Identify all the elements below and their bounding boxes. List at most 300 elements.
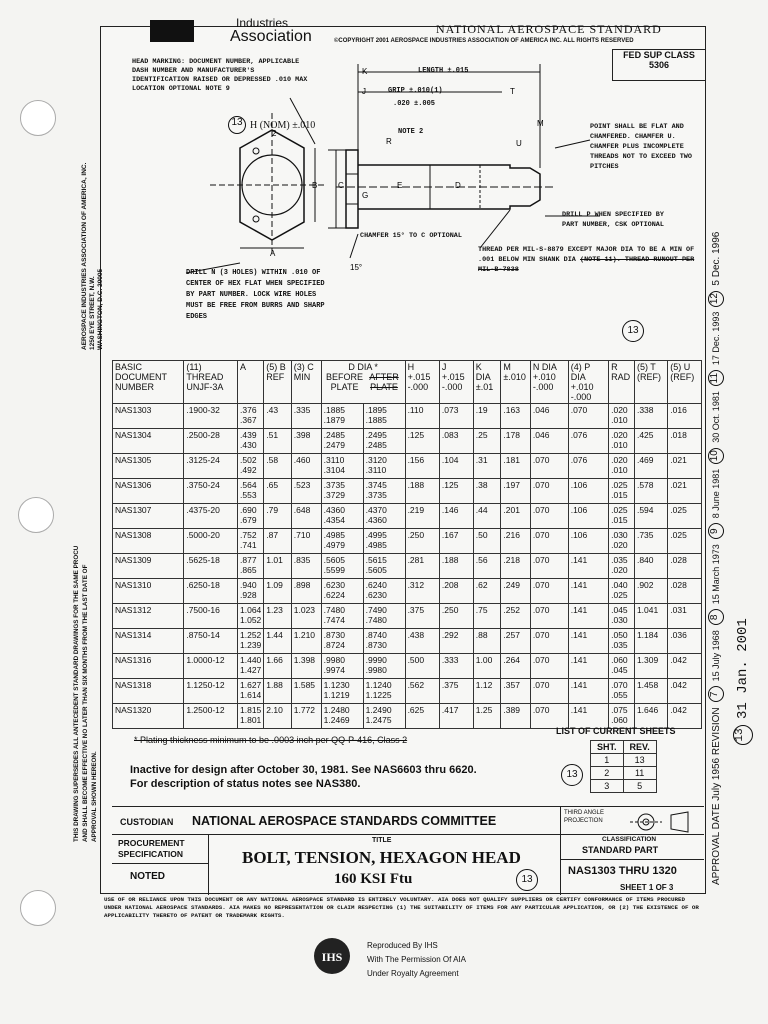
table-cell: .735 xyxy=(634,529,667,554)
table-cell: .020 .010 xyxy=(609,404,635,429)
table-cell: .016 xyxy=(668,404,702,429)
table-cell: .025 xyxy=(668,504,702,529)
table-cell: .025 .015 xyxy=(609,504,635,529)
table-cell: .564 .553 xyxy=(238,479,264,504)
standard-title: NATIONAL AEROSPACE STANDARD xyxy=(436,22,662,36)
supersede-3: APPROVAL SHOWN HEREON. xyxy=(91,751,98,842)
table-cell: .030 .020 xyxy=(609,529,635,554)
table-cell: .4375-20 xyxy=(184,504,238,529)
dim-k: K xyxy=(362,67,368,76)
table-cell: .070 xyxy=(530,479,568,504)
table-cell: .040 .025 xyxy=(609,579,635,604)
rev-circle-7: 7 xyxy=(708,686,724,702)
dim-g: G xyxy=(362,191,369,200)
table-cell: 1.772 xyxy=(291,704,321,729)
column-header: (3) C MIN xyxy=(291,361,321,404)
table-cell: .042 xyxy=(668,654,702,679)
table-cell: .1885 .1879 xyxy=(321,404,363,429)
table-cell: .2500-28 xyxy=(184,429,238,454)
table-cell: .070 xyxy=(568,404,608,429)
table-cell: .045 .030 xyxy=(609,604,635,629)
table-cell: .257 xyxy=(501,629,531,654)
rev13-circle: 13 xyxy=(228,116,246,134)
status-note: For description of status notes see NAS380. xyxy=(130,778,361,790)
table-cell: 1.00 xyxy=(473,654,501,679)
column-header: M ±.010 xyxy=(501,361,531,404)
column-header: H +.015 -.000 xyxy=(405,361,439,404)
table-cell: .87 xyxy=(264,529,291,554)
column-header: A xyxy=(238,361,264,404)
table-cell: .218 xyxy=(501,554,531,579)
table-cell: NAS1304 xyxy=(113,429,184,454)
table-cell: .460 xyxy=(291,454,321,479)
table-cell: .79 xyxy=(264,504,291,529)
table-row xyxy=(113,554,702,579)
table-cell: 1.01 xyxy=(264,554,291,579)
table-cell: 1.1230 1.1219 xyxy=(321,679,363,704)
rev-circle-13: 13 xyxy=(733,725,753,745)
table-cell: .181 xyxy=(501,454,531,479)
table-cell: .3745 .3735 xyxy=(363,479,405,504)
table-row xyxy=(113,504,702,529)
punch-hole xyxy=(20,100,56,136)
custodian-label: CUSTODIAN xyxy=(120,817,174,827)
punch-hole xyxy=(20,890,56,926)
table-cell: .56 xyxy=(473,554,501,579)
address-1: AEROSPACE INDUSTRIES ASSOCIATION OF AMERICA, INC. xyxy=(81,162,88,350)
table-cell: .070 xyxy=(530,454,568,479)
table-cell: .335 xyxy=(291,404,321,429)
table-cell: 1.252 1.239 xyxy=(238,629,264,654)
rev-circle-9: 9 xyxy=(708,523,724,539)
table-cell: 1.23 xyxy=(264,604,291,629)
table-cell: .338 xyxy=(634,404,667,429)
table-cell: .020 .010 xyxy=(609,454,635,479)
column-header: BASIC DOCUMENT NUMBER xyxy=(113,361,184,404)
rev-date-13: 31 Jan. 2001 xyxy=(735,618,751,719)
table-cell: .070 xyxy=(530,604,568,629)
table-cell: 1.0000-12 xyxy=(184,654,238,679)
table-cell: .8750-14 xyxy=(184,629,238,654)
rev13-circle-thread xyxy=(622,320,644,342)
drill-hole xyxy=(253,148,259,154)
table-cell: .375 xyxy=(405,604,439,629)
table-row xyxy=(113,479,702,504)
table-cell: .625 xyxy=(405,704,439,729)
rev-header: REV. xyxy=(623,741,656,754)
table-cell: 1.041 xyxy=(634,604,667,629)
table-cell: .44 xyxy=(473,504,501,529)
table-cell: 1.12 xyxy=(473,679,501,704)
table-cell: .3750-24 xyxy=(184,479,238,504)
table-cell: .036 xyxy=(668,629,702,654)
table-row xyxy=(113,404,702,429)
table-cell: 1.210 xyxy=(291,629,321,654)
table-cell: .141 xyxy=(568,604,608,629)
table-cell: .046 xyxy=(530,404,568,429)
table-cell: 1.1250-12 xyxy=(184,679,238,704)
table-cell: .43 xyxy=(264,404,291,429)
table-cell: .141 xyxy=(568,654,608,679)
table-cell: .110 xyxy=(405,404,439,429)
table-cell: .690 .679 xyxy=(238,504,264,529)
footer-line3: Under Royalty Agreement xyxy=(367,969,459,978)
table-cell: .469 xyxy=(634,454,667,479)
table-cell: .4360 .4354 xyxy=(321,504,363,529)
table-cell: .021 xyxy=(668,479,702,504)
table-cell: NAS1306 xyxy=(113,479,184,504)
table-cell: .333 xyxy=(439,654,473,679)
table-cell: .6250-18 xyxy=(184,579,238,604)
table-cell: .389 xyxy=(501,704,531,729)
table-cell: .075 .060 xyxy=(609,704,635,729)
bolt-head-side xyxy=(346,150,358,228)
footer-line1: Reproduced By IHS xyxy=(367,941,438,950)
table-cell: 1.1240 1.1225 xyxy=(363,679,405,704)
table-cell: .58 xyxy=(264,454,291,479)
drill-p-note: DRILL P WHEN SPECIFIED BY PART NUMBER, CSK OPTIONAL xyxy=(562,211,664,229)
table-cell: .50 xyxy=(473,529,501,554)
footer-line2: With The Permission Of AIA xyxy=(367,955,466,964)
table-cell: 1.09 xyxy=(264,579,291,604)
current-sheets-title: LIST OF CURRENT SHEETS xyxy=(556,726,676,736)
table-cell: .025 .015 xyxy=(609,479,635,504)
table-cell: .219 xyxy=(405,504,439,529)
table-cell: .070 xyxy=(530,704,568,729)
rev-date-12: 5 Dec. 1996 xyxy=(710,231,722,286)
procurement-label: PROCUREMENT SPECIFICATION xyxy=(118,838,185,859)
table-cell: .104 xyxy=(439,454,473,479)
sheet-num: 3 xyxy=(591,780,624,793)
table-cell: .357 xyxy=(501,679,531,704)
table-cell: .710 xyxy=(291,529,321,554)
table-cell: .070 xyxy=(530,679,568,704)
table-cell: 1.646 xyxy=(634,704,667,729)
dim-m: M xyxy=(537,119,544,128)
noted-label: NOTED xyxy=(130,871,165,882)
rev13-circle: 13 xyxy=(622,320,644,342)
table-cell: NAS1316 xyxy=(113,654,184,679)
classification-label: CLASSIFICATION xyxy=(602,836,657,843)
rev-circle-11: 11 xyxy=(708,370,724,386)
table-cell: .6240 .6230 xyxy=(363,579,405,604)
thread-note xyxy=(478,245,700,275)
grip2-label: .020 ±.005 xyxy=(393,100,436,108)
table-row xyxy=(113,679,702,704)
latest-revision xyxy=(733,618,753,745)
table-cell: .106 xyxy=(568,504,608,529)
table-cell: .877 .865 xyxy=(238,554,264,579)
table-cell: .9980 .9974 xyxy=(321,654,363,679)
copyright: ©COPYRIGHT 2001 AEROSPACE INDUSTRIES ASSOCIATION OF AMERICA INC. ALL RIGHTS RESERVED xyxy=(334,38,634,44)
h-nom: H (NOM) ±.010 xyxy=(250,119,316,131)
rev13-circle: 13 xyxy=(561,764,583,786)
h-nom-label xyxy=(228,116,315,134)
table-cell: NAS1310 xyxy=(113,579,184,604)
table-cell: .035 .020 xyxy=(609,554,635,579)
table-cell: .840 xyxy=(634,554,667,579)
table-cell: .594 xyxy=(634,504,667,529)
table-cell: 1.184 xyxy=(634,629,667,654)
table-cell: .250 xyxy=(405,529,439,554)
table-row xyxy=(113,529,702,554)
column-header: (11) THREAD UNJF-3A xyxy=(184,361,238,404)
table-cell: 1.064 1.052 xyxy=(238,604,264,629)
table-cell: .1895 .1885 xyxy=(363,404,405,429)
table-cell: .5000-20 xyxy=(184,529,238,554)
table-cell: .8740 .8730 xyxy=(363,629,405,654)
table-cell: NAS1307 xyxy=(113,504,184,529)
table-cell: 1.585 xyxy=(291,679,321,704)
table-cell: .188 xyxy=(405,479,439,504)
table-cell: .197 xyxy=(501,479,531,504)
table-cell: 1.2490 1.2475 xyxy=(363,704,405,729)
table-row xyxy=(113,579,702,604)
column-header: K DIA ±.01 xyxy=(473,361,501,404)
table-cell: NAS1303 xyxy=(113,404,184,429)
rev-circle-10: 10 xyxy=(708,448,724,464)
thread-strike-text: (NOTE 11). THREAD RUNOUT PER MIL-B-7838 xyxy=(478,256,695,274)
table-row xyxy=(113,629,702,654)
sht-header: SHT. xyxy=(591,741,624,754)
table-cell: .439 .430 xyxy=(238,429,264,454)
supersede-2: AND SHALL BECOME EFFECTIVE NO LATER THAN SIX MONTHS FROM THE LAST DATE OF xyxy=(82,564,89,842)
dim-2: 2 xyxy=(272,129,277,138)
table-cell: .021 xyxy=(668,454,702,479)
aia-logo xyxy=(150,16,312,45)
dim-j: J xyxy=(362,87,366,96)
table-cell: .167 xyxy=(439,529,473,554)
head-marking-note: HEAD MARKING: DOCUMENT NUMBER, APPLICABLE DASH NUMBER AND MANUFACTURER'S IDENTIFICATION RAISED OR DEPRESSED .010 MAX LOCATION OPTIONAL NOTE 9 xyxy=(132,58,308,93)
table-cell: .031 xyxy=(668,604,702,629)
address-2: 1250 EYE STREET, N.W. xyxy=(89,276,96,350)
table-cell: .076 xyxy=(568,454,608,479)
table-cell: .028 xyxy=(668,579,702,604)
fed-sup-class-label: FED SUP CLASS xyxy=(623,50,695,60)
table-cell: .648 xyxy=(291,504,321,529)
table-cell: .51 xyxy=(264,429,291,454)
classification: STANDARD PART xyxy=(582,845,659,855)
note2-label: NOTE 2 xyxy=(398,128,424,136)
table-cell: .4370 .4360 xyxy=(363,504,405,529)
after-plate-header: AFTER PLATE xyxy=(369,372,399,392)
table-cell: .249 xyxy=(501,579,531,604)
table-cell: NAS1318 xyxy=(113,679,184,704)
disclaimer: USE OF OR RELIANCE UPON THIS DOCUMENT OR ANY NATIONAL AEROSPACE STANDARD IS ENTIRELY VOLUNTARY. AIA DOES NOT QUALIFY SUPPLIERS OR CERTIFY CONFORMANCE OF ITEMS PROCURED UNDER NATIONAL AEROSPACE STANDARDS. AIA MAKES NO REPRESENTATION OR CLAIM RESPECTING (1) THE SUITABILITY OF ITEMS FOR ANY PARTICULAR APPLICATION, OR (2) THE EXISTENCE OF OR APPLICABILITY THERETO OF PATENT OR TRADEMARK RIGHTS. xyxy=(104,896,699,919)
table-cell: 1.2480 1.2469 xyxy=(321,704,363,729)
table-header-row xyxy=(113,361,702,404)
table-cell: .020 .010 xyxy=(609,429,635,454)
table-cell: .050 .035 xyxy=(609,629,635,654)
angle-15: 15° xyxy=(350,263,363,272)
table-cell: .060 .045 xyxy=(609,654,635,679)
third-angle-projection-icon xyxy=(626,811,696,833)
table-cell: .141 xyxy=(568,704,608,729)
table-cell: .141 xyxy=(568,579,608,604)
drill-hole xyxy=(253,216,259,222)
table-cell: .264 xyxy=(501,654,531,679)
rev-date-7: 15 July 1968 xyxy=(711,630,721,682)
table-cell: .106 xyxy=(568,529,608,554)
dim-e: E xyxy=(397,181,403,190)
punch-hole xyxy=(18,497,54,533)
d-dia-title: D DIA * xyxy=(348,362,378,372)
table-cell: .1900-32 xyxy=(184,404,238,429)
table-cell: 1.815 1.801 xyxy=(238,704,264,729)
table-cell: .4995 .4985 xyxy=(363,529,405,554)
point-note: POINT SHALL BE FLAT AND CHAMFERED. CHAMFER U. CHAMFER PLUS INCOMPLETE THREADS NOT TO EXCEED TWO PITCHES xyxy=(590,123,692,171)
table-cell: .62 xyxy=(473,579,501,604)
table-cell: .281 xyxy=(405,554,439,579)
table-cell: .25 xyxy=(473,429,501,454)
table-cell: .19 xyxy=(473,404,501,429)
grip-label: GRIP ±.010(1) xyxy=(388,87,443,95)
fed-sup-class-value: 5306 xyxy=(648,60,670,70)
table-cell: NAS1320 xyxy=(113,704,184,729)
rev-date-9: 8 June 1981 xyxy=(711,468,721,519)
table-cell: .5605 .5599 xyxy=(321,554,363,579)
table-cell: .65 xyxy=(264,479,291,504)
sheet-rev: 5 xyxy=(623,780,656,793)
custodian: NATIONAL AEROSPACE STANDARDS COMMITTEE xyxy=(192,814,497,828)
table-cell: 1.25 xyxy=(473,704,501,729)
inactive-note: Inactive for design after October 30, 1981. See NAS6603 thru 6620. xyxy=(130,764,477,776)
column-header xyxy=(321,361,405,404)
table-cell: .7490 .7480 xyxy=(363,604,405,629)
rev13-circle: 13 xyxy=(516,869,538,891)
table-cell: .376 .367 xyxy=(238,404,264,429)
table-cell: .252 xyxy=(501,604,531,629)
length-label: LENGTH ±.015 xyxy=(418,67,469,75)
table-row xyxy=(113,654,702,679)
column-header: (5) T (REF) xyxy=(634,361,667,404)
table-cell: .216 xyxy=(501,529,531,554)
table-cell: 2.10 xyxy=(264,704,291,729)
table-cell: .125 xyxy=(439,479,473,504)
dim-r: R xyxy=(386,137,392,146)
sheet-num: 2 xyxy=(591,767,624,780)
table-cell: .9990 .9980 xyxy=(363,654,405,679)
table-cell: .070 xyxy=(530,529,568,554)
table-cell: .250 xyxy=(439,604,473,629)
approval-date: APPROVAL DATE July 1956 REVISION xyxy=(710,707,722,885)
rev-circle-12: 12 xyxy=(708,291,724,307)
table-cell: .3120 .3110 xyxy=(363,454,405,479)
table-cell: .025 xyxy=(668,529,702,554)
table-cell: .073 xyxy=(439,404,473,429)
table-cell: .7480 .7474 xyxy=(321,604,363,629)
sheet-number: SHEET 1 OF 3 xyxy=(620,883,674,892)
table-cell: .417 xyxy=(439,704,473,729)
rev-circle-8: 8 xyxy=(708,609,724,625)
table-cell: .070 xyxy=(530,629,568,654)
table-cell: .312 xyxy=(405,579,439,604)
table-cell: .835 xyxy=(291,554,321,579)
sheet-rev: 13 xyxy=(623,754,656,767)
table-cell: .31 xyxy=(473,454,501,479)
title-block xyxy=(112,806,704,895)
table-row xyxy=(113,429,702,454)
table-cell: .156 xyxy=(405,454,439,479)
table-cell: .070 .055 xyxy=(609,679,635,704)
table-cell: 1.440 1.427 xyxy=(238,654,264,679)
svg-text:IHS: IHS xyxy=(321,950,343,964)
table-cell: 1.627 1.614 xyxy=(238,679,264,704)
table-cell: .106 xyxy=(568,479,608,504)
table-cell: .898 xyxy=(291,579,321,604)
table-cell: .2495 .2485 xyxy=(363,429,405,454)
table-cell: 1.44 xyxy=(264,629,291,654)
table-cell: 1.309 xyxy=(634,654,667,679)
table-cell: .070 xyxy=(530,554,568,579)
dim-u: U xyxy=(516,139,522,148)
table-row xyxy=(113,454,702,479)
table-cell: .500 xyxy=(405,654,439,679)
rev-date-8: 15 March 1973 xyxy=(711,544,721,605)
table-cell: .425 xyxy=(634,429,667,454)
table-cell: .141 xyxy=(568,629,608,654)
table-cell: NAS1312 xyxy=(113,604,184,629)
table-cell: .292 xyxy=(439,629,473,654)
third-angle-label: THIRD ANGLE PROJECTION xyxy=(564,810,605,824)
table-cell: 1.023 xyxy=(291,604,321,629)
column-header: (5) U (REF) xyxy=(668,361,702,404)
table-cell: .75 xyxy=(473,604,501,629)
table-cell: .188 xyxy=(439,554,473,579)
table-cell: .7500-16 xyxy=(184,604,238,629)
table-cell: .38 xyxy=(473,479,501,504)
column-header: J +.015 -.000 xyxy=(439,361,473,404)
table-cell: .125 xyxy=(405,429,439,454)
table-cell: .070 xyxy=(530,504,568,529)
table-cell: 1.88 xyxy=(264,679,291,704)
drill-n-note: DRILL N (3 HOLES) WITHIN .010 OF CENTER OF HEX FLAT WHEN SPECIFIED BY PART NUMBER. LOCK WIRE HOLES MUST BE FREE FROM BURRS AND SHARP EDGES xyxy=(186,269,325,321)
table-cell: 1.458 xyxy=(634,679,667,704)
table-cell: .4985 .4979 xyxy=(321,529,363,554)
before-plate-header: BEFORE PLATE xyxy=(326,372,364,392)
table-cell: .902 xyxy=(634,579,667,604)
table-cell: .5625-18 xyxy=(184,554,238,579)
table-cell: .3125-24 xyxy=(184,454,238,479)
table-cell: .141 xyxy=(568,679,608,704)
revision-strip xyxy=(708,232,724,885)
table-cell: .398 xyxy=(291,429,321,454)
logo-line1: Industries xyxy=(236,16,289,30)
column-header: R RAD xyxy=(609,361,635,404)
current-sheets-circle xyxy=(561,764,583,786)
table-cell: .146 xyxy=(439,504,473,529)
table-cell: .208 xyxy=(439,579,473,604)
table-cell: .076 xyxy=(568,429,608,454)
table-cell: .578 xyxy=(634,479,667,504)
current-sheets-table xyxy=(590,740,657,793)
table-cell: 1.66 xyxy=(264,654,291,679)
rev-date-10: 30 Oct. 1981 xyxy=(711,391,721,443)
table-cell: .070 xyxy=(530,579,568,604)
dim-a: A xyxy=(270,249,276,258)
table-cell: .163 xyxy=(501,404,531,429)
table-cell: 1.2500-12 xyxy=(184,704,238,729)
address-3: WASHINGTON, D.C. 20005 xyxy=(97,268,104,350)
dim-d: D xyxy=(455,181,461,190)
table-cell: .042 xyxy=(668,704,702,729)
table-cell: .3735 .3729 xyxy=(321,479,363,504)
title-rev-circle xyxy=(516,869,538,891)
table-cell: .046 xyxy=(530,429,568,454)
dim-b: B xyxy=(312,181,318,190)
table-cell: .8730 .8724 xyxy=(321,629,363,654)
title-line1: BOLT, TENSION, HEXAGON HEAD xyxy=(242,848,521,867)
